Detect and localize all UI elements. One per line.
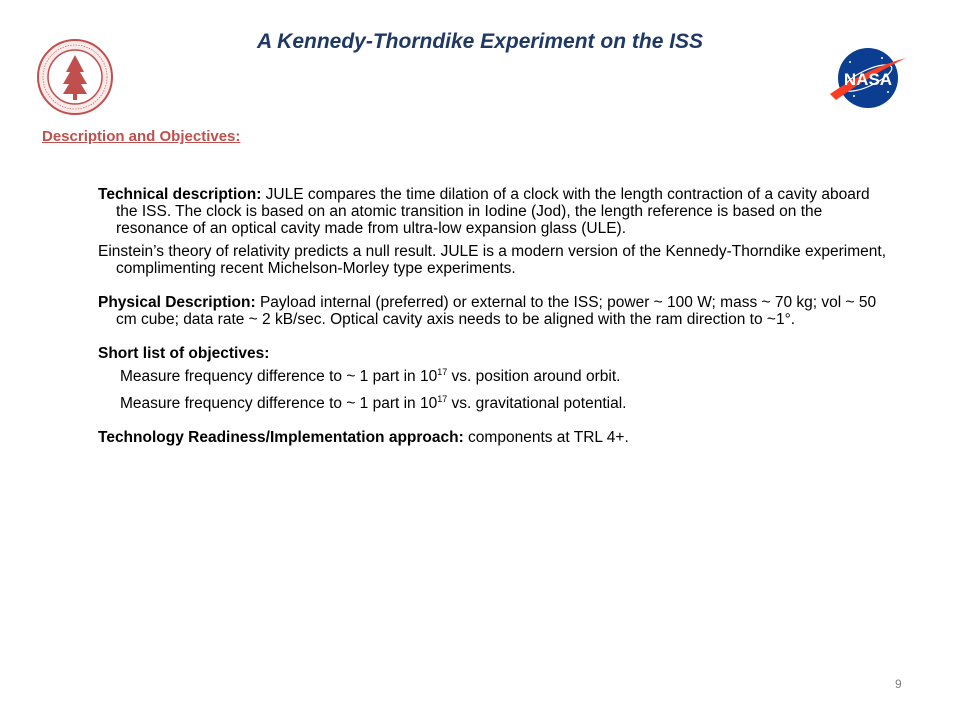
technical-description-label: Technical description: xyxy=(98,186,262,203)
physical-description-label: Physical Description: xyxy=(98,294,256,311)
objectives-heading: Short list of objectives: xyxy=(98,345,270,362)
technical-description-paragraph xyxy=(98,186,888,237)
technology-text: components at TRL 4+. xyxy=(463,429,629,446)
stanford-seal-logo xyxy=(36,38,114,116)
nasa-logo xyxy=(828,44,908,112)
objective-item: Measure frequency difference to ~ 1 part in $10^{17}$ vs. gravitational potential. xyxy=(120,393,627,412)
objective-item: Measure frequency difference to ~ 1 part in $10^{17}$ vs. position around orbit. xyxy=(120,366,621,385)
technology-label: Technology Readiness/Implementation approach: xyxy=(98,429,464,446)
physical-description-paragraph xyxy=(98,294,888,328)
exponent: 17 xyxy=(437,366,448,377)
page-number: 9 xyxy=(895,677,902,691)
slide-body xyxy=(98,186,888,446)
slide-title: A Kennedy-Thorndike Experiment on the ISS xyxy=(256,30,704,53)
svg-text:NASA: NASA xyxy=(843,70,893,89)
exponent: 17 xyxy=(437,393,448,404)
einstein-paragraph: Einstein’s theory of relativity predicts a null result. JULE is a modern version of the Kennedy-Thorndike experiment, complimenting recent Michelson-Morley type experiments. xyxy=(98,243,887,277)
section-heading: Description and Objectives: xyxy=(42,128,241,145)
technology-paragraph xyxy=(98,429,888,446)
physical-description-text: Payload internal (preferred) or external to the ISS; power ~ 100 W; mass ~ 70 kg; vol ~ 50 cm cube; data rate ~ 2 kB/sec. Optical cavity axis needs to be aligned with the ram direction to ~1°. xyxy=(116,294,877,328)
technical-description-text: JULE compares the time dilation of a clock with the length contraction of a cavity aboard the ISS. The clock is based on an atomic transition in Iodine (Jod), the length reference is based on the resonance of an optical cavity made from ultra-low expansion glass (ULE). xyxy=(116,186,870,237)
